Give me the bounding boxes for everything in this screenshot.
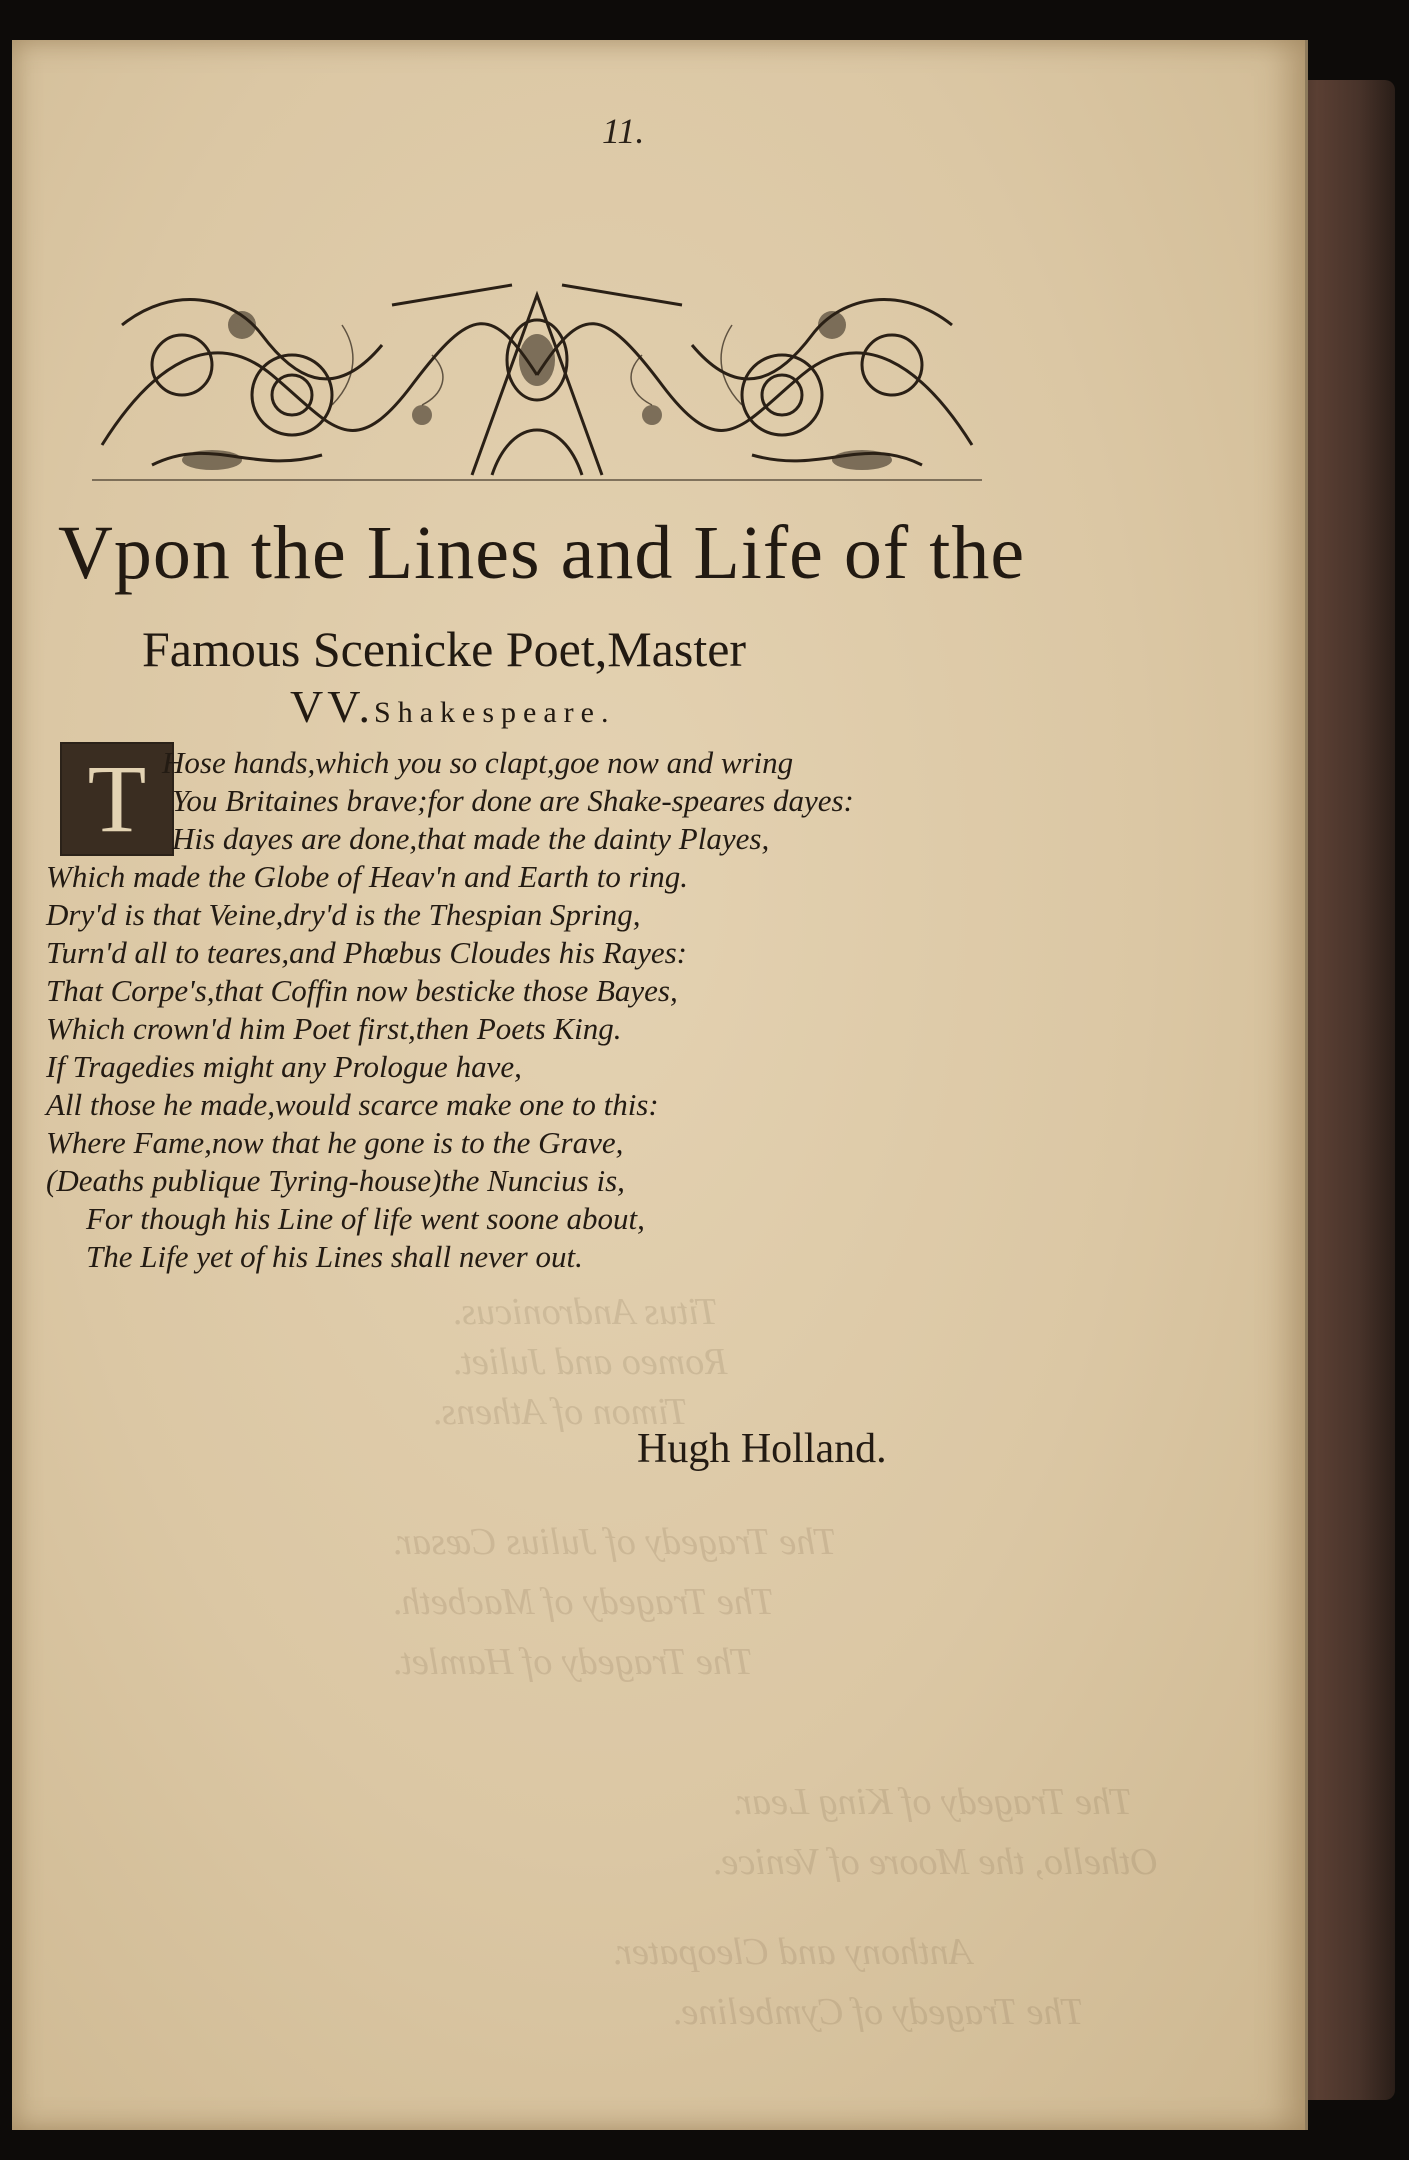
show-through-text: Romeo and Juliet. <box>452 1341 728 1383</box>
title-surname: Shakespeare. <box>374 696 616 729</box>
decorated-dropcap <box>60 742 174 856</box>
title-initials: VV. <box>290 681 375 732</box>
poem-line: That Corpe's,that Coffin now besticke those Bayes, <box>46 973 678 1008</box>
poem-line: The Life yet of his Lines shall never out. <box>86 1239 583 1274</box>
title-line-3 <box>290 680 615 733</box>
title-line-2: Famous Scenicke Poet,Master <box>142 621 747 677</box>
show-through-text: The Tragedy of Julius Cæsar. <box>392 1521 837 1563</box>
show-through-text: The Tragedy of Macbeth. <box>392 1581 775 1623</box>
poem-line: Hose hands,which you so clapt,goe now and wring <box>162 745 794 780</box>
poem-line: (Deaths publique Tyring-house)the Nuncius is, <box>46 1163 625 1198</box>
title-line-1: Vpon the Lines and Life of the <box>58 511 1026 595</box>
show-through-text: The Tragedy of Cymbeline. <box>672 1991 1084 2033</box>
poem-line: Turn'd all to teares,and Phœbus Cloudes his Rayes: <box>46 935 687 970</box>
poem-line: Dry'd is that Veine,dry'd is the Thespian Spring, <box>46 897 641 932</box>
show-through-text: Anthony and Cleopater. <box>612 1931 972 1973</box>
poem-line: His dayes are done,that made the dainty Playes, <box>172 821 770 856</box>
dropcap-letter: T <box>87 745 147 852</box>
poem-line: Which made the Globe of Heav'n and Earth to ring. <box>46 859 689 894</box>
show-through-text: The Tragedy of King Lear. <box>732 1781 1133 1823</box>
woodcut-headpiece-ornament <box>92 265 982 490</box>
poem-line: If Tragedies might any Prologue have, <box>46 1049 522 1084</box>
show-through-text: The Tragedy of Hamlet. <box>392 1641 753 1683</box>
poem-line: Which crown'd him Poet first,then Poets King. <box>46 1011 622 1046</box>
show-through-text: Timon of Athens. <box>432 1391 688 1433</box>
author-signature: Hugh Holland. <box>637 1426 887 1472</box>
poem-line: For though his Line of life went soone about, <box>86 1201 645 1236</box>
show-through-text: Titus Andronicus. <box>452 1291 719 1333</box>
book-page <box>12 40 1308 2130</box>
folio-number: 11. <box>602 111 645 151</box>
poem-line: All those he made,would scarce make one to this: <box>46 1087 659 1122</box>
poem-line: You Britaines brave;for done are Shake-speares dayes: <box>172 783 854 818</box>
poem-line: Where Fame,now that he gone is to the Grave, <box>46 1125 624 1160</box>
show-through-text: Othello, the Moore of Venice. <box>712 1841 1159 1883</box>
